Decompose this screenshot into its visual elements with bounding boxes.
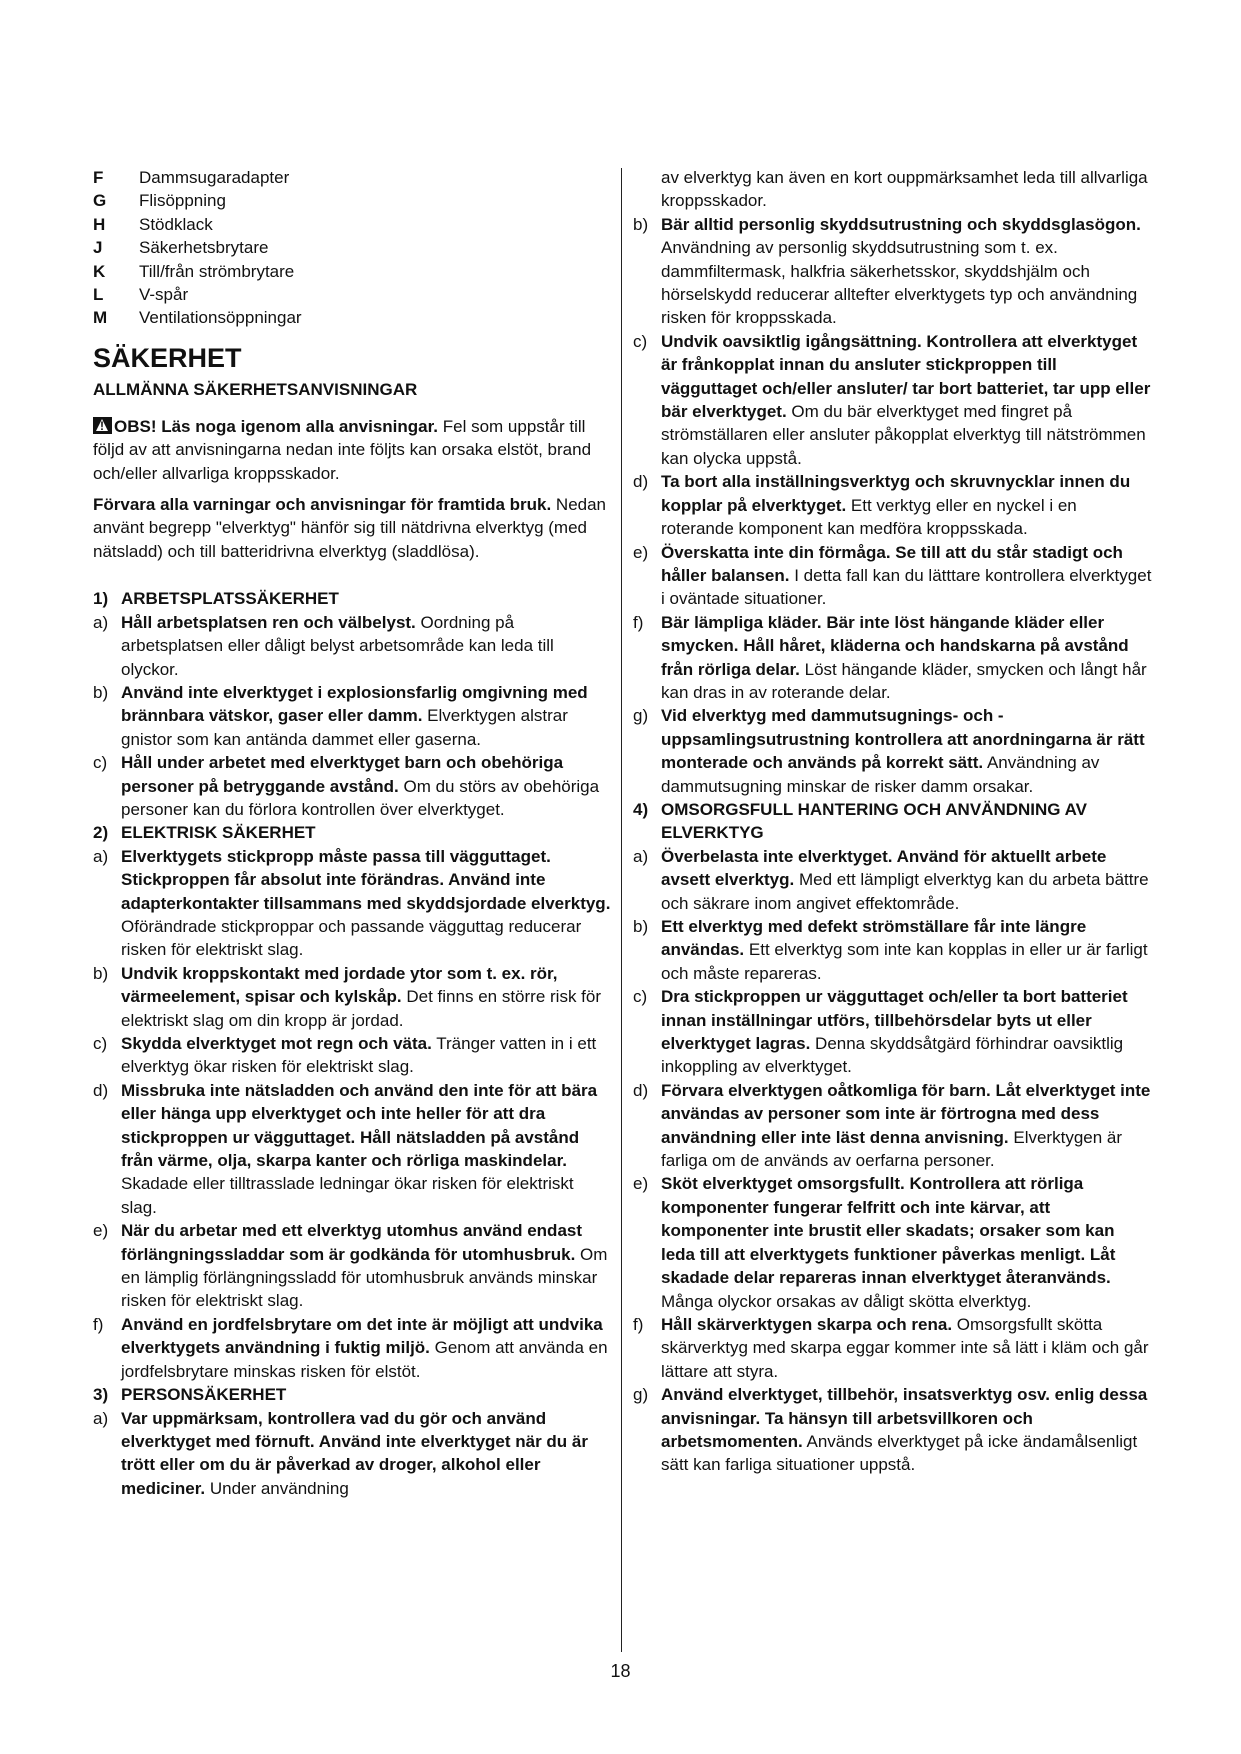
legend-label: Till/från strömbrytare [139,261,295,281]
parts-legend [93,166,613,330]
list-item-text: Förvara elverktygen oåtkomliga för barn. Låt elverktyget inte användas av personer som inte är förtrogna med dess användning eller inte läst denna anvisning. Elverktygen är farliga om de används av oerfarna personer. [661,1080,1151,1171]
list-item-letter: a) [633,846,649,866]
list-item-letter: d) [633,472,649,492]
section-heading-electrical: 2) ELEKTRISK SÄKERHET [93,823,316,843]
list-item [93,845,613,962]
list-item-continuation: av elverktyg kan även en kort ouppmärksamhet leda till allvarliga kroppsskador. [661,168,1148,211]
list-item [633,985,1153,1079]
list-item-text: Bär lämpliga kläder. Bär inte löst hängande kläder eller smycken. Håll håret, kläderna och handskarna på avstånd från rörliga delar. Löst hängande kläder, smycken och långt hår kan dras in av roterande delar. [661,612,1147,702]
legend-label: Flisöppning [139,191,226,211]
list-item [633,1313,1153,1383]
list-item [633,541,1153,611]
list-item-letter: c) [93,753,108,773]
section-heading-handling: 4) OMSORGSFULL HANTERING OCH ANVÄNDNING AV ELVERKTYG [633,799,1087,843]
personal-items [93,1407,613,1501]
list-item-letter: b) [93,682,109,702]
left-column [93,166,613,1500]
list-item-text: Håll arbetsplatsen ren och välbelyst. Oordning på arbetsplatsen eller dåligt belyst arbetsområde kan leda till olyckor. [121,612,554,679]
list-item-text: Använd elverktyget, tillbehör, insatsverktyg osv. enlig dessa anvisningar. Ta hänsyn till arbetsvillkoren och arbetsmomenten. Används elverktyget på icke ändamålsenligt sätt kan farliga situationer uppstå. [661,1385,1148,1475]
list-item-text: När du arbetar med ett elverktyg utomhus använd endast förlängningssladdar som är godkända för utomhusbruk. Om en lämplig förlängningssladd för utomhusbruk används minskar risken för elektriskt slag. [121,1221,608,1311]
list-item-text: Var uppmärksam, kontrollera vad du gör och använd elverktyget med förnuft. Använd inte elverktyget när du är trött eller om du är påverkad av droger, alkohol eller mediciner. Under användning [121,1408,588,1498]
list-item-text: Missbruka inte nätsladden och använd den inte för att bära eller hänga upp elverktyget och inte heller för att dra stickproppen ur vägguttaget. Håll nätsladden på avstånd från värme, olja, skarpa kanter och rörliga maskindelar. Skadade eller tilltrasslade ledningar ökar risken för elektriskt slag. [121,1080,598,1217]
list-item-text: Vid elverktyg med dammutsugnings- och -uppsamlingsutrustning kontrollera att anordningarna är rätt monterade och används på korrekt sätt. Användning av dammutsugning minskar de risker damm orsakar. [661,706,1145,796]
legend-label: Ventilationsöppningar [139,308,302,328]
legend-key: M [93,308,108,328]
list-item-letter: b) [93,963,109,983]
list-item-letter: a) [93,846,109,866]
list-item [633,330,1153,470]
list-item-letter: c) [633,331,648,351]
list-item-letter: g) [633,706,649,726]
list-item [93,751,613,821]
list-item-text: Dra stickproppen ur vägguttaget och/eller ta bort batteriet innan inställningar utförs, tillbehörsdelar byts ut eller elverktyget lagras. Denna skyddsåtgärd förhindrar oavsiktlig inkoppling av elverktyget. [661,987,1128,1077]
legend-label: Stödklack [139,214,213,234]
list-item-text: Använd en jordfelsbrytare om det inte är möjligt att undvika elverktygets användning i fuktig miljö. Genom att använda en jordfelsbrytare minskas risken för elstöt. [121,1314,608,1381]
list-item-text: Undvik kroppskontakt med jordade ytor som t. ex. rör, värmeelement, spisar och kylskåp. Det finns en större risk för elektriskt slag om din kropp är jordad. [121,963,601,1030]
list-item-text: Elverktygets stickpropp måste passa till vägguttaget. Stickproppen får absolut inte förändras. Använd inte adapterkontakter tillsammans med skyddsjordade elverktyg. Oförändrade stickproppar och passande vägguttag reducerar risken för elektriskt slag. [121,846,611,960]
list-item-letter: b) [633,917,649,936]
list-item [93,1219,613,1313]
legend-label: V-spår [139,285,189,305]
list-item [633,611,1153,705]
list-item [633,1172,1153,1312]
list-item-text: Skydda elverktyget mot regn och väta. Tränger vatten in i ett elverktyg ökar risken för elektriskt slag. [121,1034,597,1077]
list-item-letter: d) [93,1080,109,1100]
list-item-letter: c) [633,987,648,1007]
list-item-letter: f) [633,1314,644,1334]
list-item-text: Använd inte elverktyget i explosionsfarlig omgivning med brännbara vätskor, gaser eller damm. Elverktygen alstrar gnistor som kan antända dammet eller gaserna. [121,682,588,749]
list-item-text: Överbelasta inte elverktyget. Använd för aktuellt arbete avsett elverktyg. Med ett lämpligt elverktyg kan du arbeta bättre och säkrare inom angivet effektområde. [661,846,1149,913]
list-item-text: Undvik oavsiktlig igångsättning. Kontrollera att elverktyget är frånkopplat innan du ansluter stickproppen till vägguttaget och/eller ansluter/ tar bort batteriet, tar upp eller bär elverktyget. Om du bär elverktyget med fingret på strömställaren eller ansluter påkopplat elverktyg till nätströmmen kan olycka uppstå. [661,331,1151,468]
legend-key: K [93,261,106,281]
section-subtitle: ALLMÄNNA SÄKERHETSANVISNINGAR [93,379,418,399]
list-item-letter: g) [633,1385,649,1405]
legend-key: L [93,285,104,305]
legend-key: H [93,214,106,234]
page-title: SÄKERHET [93,342,242,373]
list-item [93,1407,613,1501]
section-heading-personal: 3) PERSONSÄKERHET [93,1385,287,1405]
list-item [633,845,1153,915]
list-item [633,1383,1153,1477]
list-item [633,915,1153,985]
legend-key: J [93,238,103,258]
list-item-letter: b) [633,214,649,234]
right-column [633,166,1153,1477]
list-item [93,611,613,681]
list-item-letter: e) [633,542,649,562]
electrical-items [93,845,613,1383]
list-item-letter: a) [93,1408,109,1428]
list-item-letter: d) [633,1080,649,1100]
list-item [633,470,1153,540]
legend-label: Säkerhetsbrytare [139,238,269,258]
legend-key: F [93,168,104,187]
warning-paragraph: !OBS! Läs noga igenom alla anvisningar. Fel som uppstår till följd av att anvisningarna nedan inte följts kan orsaka elstöt, brand och/eller allvarliga kroppsskador. [93,415,613,485]
list-item-text: Håll skärverktygen skarpa och rena. Omsorgsfullt skötta skärverktyg med skarpa eggar kommer inte så lätt i kläm och går lättare att styra. [661,1314,1149,1381]
column-divider [621,168,622,1652]
list-item-letter: a) [93,612,109,632]
list-item [93,681,613,751]
list-item-letter: e) [93,1221,109,1241]
list-item-letter: e) [633,1174,649,1194]
list-item [93,962,613,1032]
list-item [633,1079,1153,1173]
warning-triangle-icon [93,417,112,434]
list-item [93,1313,613,1383]
section-heading-work-area: 1) ARBETSPLATSSÄKERHET [93,589,339,609]
keep-instructions-paragraph: Förvara alla varningar och anvisningar för framtida bruk. Nedan använt begrepp "elverktyg" hänför sig till nätdrivna elverktyg (med nätsladd) och till batteridrivna elverktyg (sladdlösa). [93,495,607,561]
list-item [633,213,1153,330]
list-item-text: Sköt elverktyget omsorgsfullt. Kontrollera att rörliga komponenter fungerar felfritt och inte kärvar, att komponenter inte brustit eller skadats; orsaker som kan leda till att elverktygets funktioner påverkas menligt. Låt skadade delar repareras innan elverktyget återanvänds. Många olyckor orsakas av dåligt skötta elverktyg. [661,1174,1116,1311]
work-area-items [93,611,613,822]
page-number: 18 [610,1661,631,1681]
list-item-text: Ett elverktyg med defekt strömställare får inte längre användas. Ett elverktyg som inte kan kopplas in eller ur är farligt och måste repareras. [661,917,1148,983]
list-item-letter: c) [93,1034,108,1053]
list-item-letter: f) [93,1314,104,1334]
list-item-text: Bär alltid personlig skyddsutrustning och skyddsglasögon. Användning av personlig skyddsutrustning som t. ex. dammfiltermask, halkfria säkerhetsskor, skyddshjälm och hörselskydd reducerar alltefter elverktygets typ och användning risken för kroppsskada. [661,214,1141,328]
personal-items-continued [633,213,1153,798]
list-item-text: Överskatta inte din förmåga. Se till att du står stadigt och håller balansen. I detta fall kan du lätttare kontrollera elverktyget i oväntade situationer. [661,542,1152,609]
list-item [93,1079,613,1219]
list-item-text: Ta bort alla inställningsverktyg och skruvnycklar innen du kopplar på elverktyget. Ett verktyg eller en nyckel i en roterande komponent kan medföra kroppsskada. [661,472,1131,539]
handling-items [633,845,1153,1477]
legend-label: Dammsugaradapter [139,168,290,187]
list-item-text: Håll under arbetet med elverktyget barn och obehöriga personer på betryggande avstånd. Om du störs av obehöriga personer kan du förlora kontrollen över elverktyget. [121,753,600,819]
list-item [633,704,1153,798]
list-item [93,1032,613,1079]
list-item-letter: f) [633,612,644,632]
legend-key: G [93,191,107,211]
